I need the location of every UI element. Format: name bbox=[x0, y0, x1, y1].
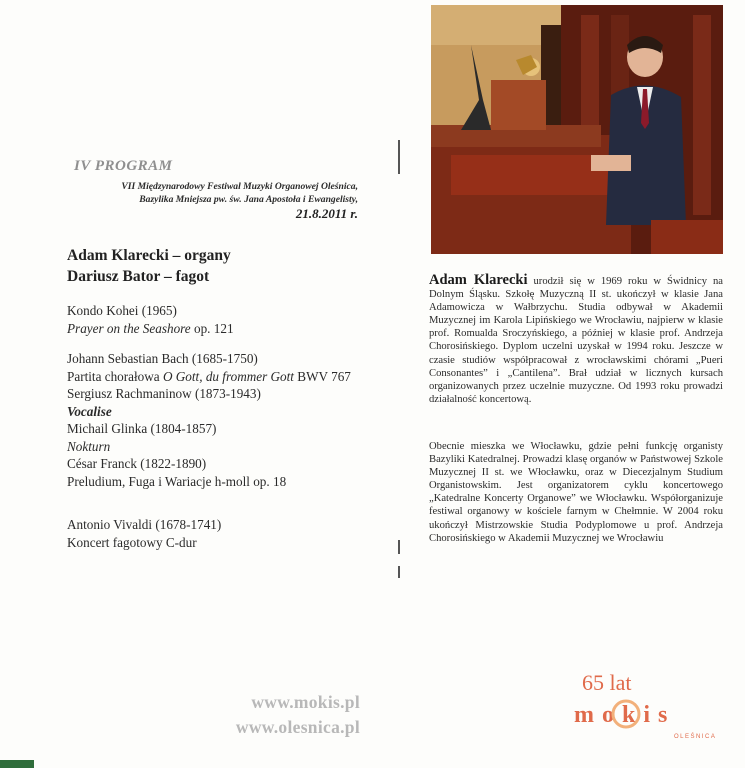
logo-anniversary-text: 65 lat bbox=[582, 670, 632, 695]
work-franck: Preludium, Fuga i Wariacje h-moll op. 18 bbox=[67, 473, 287, 489]
performer-bassoon: Dariusz Bator – fagot bbox=[67, 268, 210, 285]
repertoire-bach-to-franck bbox=[67, 350, 377, 490]
composer-vivaldi: Antonio Vivaldi (1678-1741) bbox=[67, 517, 222, 532]
program-title: IV PROGRAM bbox=[74, 158, 173, 174]
composer-glinka: Michail Glinka (1804-1857) bbox=[67, 421, 217, 436]
festival-info bbox=[66, 180, 358, 206]
bio-paragraph-2: Obecnie mieszka we Włocławku, gdzie pełni funkcję organisty Bazyliki Katedralnej. Prowadzi klasę organów w Państwowej Szkole Muzycznej II st. we Włocławku, oraz w Diecezjalnym Studium Organistowskim. Jest organizatorem cyklu koncertowego „Katedralne Koncerty Organowe” we Włocławku. Współorganizuje festiwal organowy w kościele farnym w Chełmnie. W 2004 roku ukończył Mistrzowskie Studia Podyplomowe u prof. Andrzeja Chorosińskiego w Akademii Muzycznej we Wrocławiu bbox=[429, 441, 723, 544]
work-kondo: Prayer on the Seashore op. 121 bbox=[67, 320, 234, 336]
festival-line-2: Bazylika Mniejsza pw. św. Jana Apostoła i Ewangelisty, bbox=[139, 194, 358, 205]
link-olesnica[interactable]: www.olesnica.pl bbox=[235, 717, 360, 737]
mokis-65-lat-logo bbox=[566, 660, 731, 742]
repertoire-kondo bbox=[67, 302, 377, 337]
festival-line-1: VII Międzynarodowy Festiwal Muzyki Organowej Oleśnica, bbox=[121, 181, 358, 192]
repertoire-vivaldi bbox=[67, 516, 377, 551]
logo-brand-text: mokis bbox=[574, 702, 676, 728]
work-nokturn: Nokturn bbox=[67, 438, 111, 454]
bio-name: Adam Klarecki bbox=[429, 272, 528, 288]
composer-rachmaninow: Sergiusz Rachmaninow (1873-1943) bbox=[67, 386, 261, 401]
link-mokis[interactable]: www.mokis.pl bbox=[251, 692, 360, 712]
logo-city-text: OLEŚNICA bbox=[674, 734, 717, 740]
fold-mark-top bbox=[398, 140, 400, 174]
fold-mark-low bbox=[398, 566, 400, 578]
fold-mark-mid bbox=[398, 540, 400, 554]
composer-kondo: Kondo Kohei (1965) bbox=[67, 303, 177, 318]
work-vocalise: Vocalise bbox=[67, 403, 112, 419]
bio-text-1: urodził się w 1969 roku w Świdnicy na Dolnym Śląsku. Szkołę Muzyczną II st. ukończył w klasie Jana Adamowicza w Wałbrzychu. Studia odbywał w Akademii Muzycznej im Karola Lipińskiego we Wrocławiu, najpierw w klasie prof. Romualda Sroczyńskiego, a później w klasie prof. Andrzeja Chorosińskiego. Dyplom uczelni uzyskał w 1994 roku. Jeszcze w czasie studiów współpracował z wrocławskimi chórami „Pueri Consonantes” i „Cantilena”. Brał udział w licznych kursach organizowanych przez uczelnie muzyczne. Od 1993 roku prowadzi działalność koncertową. bbox=[429, 276, 724, 405]
composer-franck: César Franck (1822-1890) bbox=[67, 456, 207, 471]
performers bbox=[67, 245, 231, 287]
performer-organ: Adam Klarecki – organy bbox=[67, 247, 231, 264]
website-links bbox=[150, 690, 360, 740]
work-bach: Partita chorałowa O Gott, du frommer Gott BWV 767 bbox=[67, 368, 351, 384]
concert-date: 21.8.2011 r. bbox=[295, 206, 358, 221]
work-vivaldi: Koncert fagotowy C-dur bbox=[67, 534, 197, 550]
composer-bach: Johann Sebastian Bach (1685-1750) bbox=[67, 351, 258, 366]
corner-mark bbox=[0, 760, 34, 768]
organist-photo bbox=[431, 5, 723, 254]
bio-paragraph-1 bbox=[429, 274, 723, 406]
